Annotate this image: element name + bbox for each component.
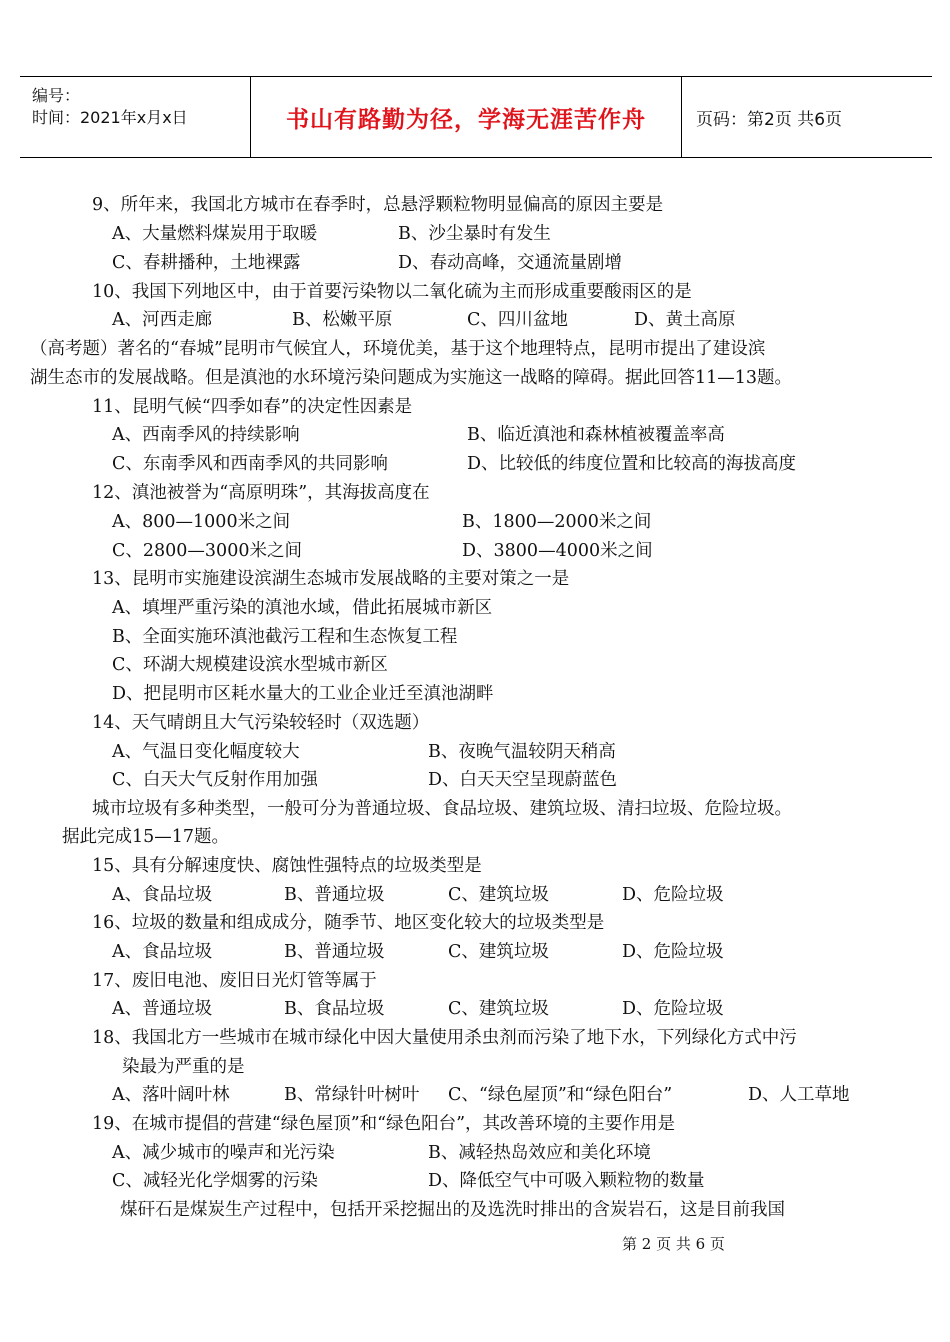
page-footer: 第 2 页 共 6 页	[622, 1235, 725, 1253]
option: C、2800—3000米之间	[112, 541, 302, 561]
option: D、降低空气中可吸入颗粒物的数量	[428, 1171, 705, 1191]
option: C、建筑垃圾	[448, 999, 549, 1019]
passage-line: 煤矸石是煤炭生产过程中，包括开采挖掘出的及选洗时排出的含炭岩石，这是目前我国	[120, 1200, 785, 1220]
question-stem: 16、垃圾的数量和组成成分，随季节、地区变化较大的垃圾类型是	[92, 913, 605, 933]
passage-line: 城市垃圾有多种类型，一般可分为普通垃圾、食品垃圾、建筑垃圾、清扫垃圾、危险垃圾。	[92, 799, 792, 819]
option: C、“绿色屋顶”和“绿色阳台”	[448, 1085, 673, 1105]
question-stem-continued: 染最为严重的是	[122, 1057, 245, 1077]
option: A、填埋严重污染的滇池水域，借此拓展城市新区	[112, 598, 493, 618]
option: B、松嫩平原	[292, 310, 393, 330]
question-stem: 13、昆明市实施建设滨湖生态城市发展战略的主要对策之一是	[92, 569, 570, 589]
option: D、3800—4000米之间	[462, 541, 653, 561]
option: A、河西走廊	[112, 310, 213, 330]
option: A、气温日变化幅度较大	[112, 742, 300, 762]
option: D、春动高峰，交通流量剧增	[398, 253, 623, 273]
option: C、减轻光化学烟雾的污染	[112, 1171, 318, 1191]
option: B、食品垃圾	[284, 999, 385, 1019]
option: C、四川盆地	[467, 310, 568, 330]
option: C、春耕播种，土地裸露	[112, 253, 301, 273]
question-stem: 17、废旧电池、废旧日光灯管等属于	[92, 971, 377, 991]
question-stem: 19、在城市提倡的营建“绿色屋顶”和“绿色阳台”，其改善环境的主要作用是	[92, 1114, 676, 1134]
option: D、白天天空呈现蔚蓝色	[428, 770, 618, 790]
header-info-cell	[20, 77, 251, 157]
motto: 书山有路勤为径，学海无涯苦作舟	[251, 77, 682, 157]
option: A、普通垃圾	[112, 999, 213, 1019]
passage-line: 据此完成15—17题。	[62, 827, 230, 847]
question-stem: 11、昆明气候“四季如春”的决定性因素是	[92, 397, 413, 417]
option: C、建筑垃圾	[448, 942, 549, 962]
option: D、人工草地	[748, 1085, 850, 1105]
question-stem: 14、天气晴朗且大气污染较轻时（双选题）	[92, 713, 430, 733]
option: A、减少城市的噪声和光污染	[112, 1143, 335, 1163]
question-stem: 12、滇池被誉为“高原明珠”，其海拔高度在	[92, 483, 430, 503]
option: B、全面实施环滇池截污工程和生态恢复工程	[112, 627, 458, 647]
option: B、夜晚气温较阴天稍高	[428, 742, 616, 762]
page-header	[20, 76, 932, 158]
option: C、白天大气反射作用加强	[112, 770, 318, 790]
question-stem: 10、我国下列地区中，由于首要污染物以二氧化硫为主而形成重要酸雨区的是	[92, 282, 692, 302]
option: D、危险垃圾	[622, 885, 724, 905]
option: B、1800—2000米之间	[462, 512, 652, 532]
option: A、800—1000米之间	[112, 512, 291, 532]
question-stem: 15、具有分解速度快、腐蚀性强特点的垃圾类型是	[92, 856, 482, 876]
option: C、环湖大规模建设滨水型城市新区	[112, 655, 388, 675]
option: B、减轻热岛效应和美化环境	[428, 1143, 651, 1163]
passage-line: （高考题）著名的“春城”昆明市气候宜人，环境优美，基于这个地理特点，昆明市提出了建设滨	[30, 339, 766, 359]
number-label: 编号：	[32, 86, 81, 105]
option: B、沙尘暴时有发生	[398, 224, 551, 244]
page-info: 页码：第2页 共6页	[696, 109, 843, 130]
passage-line: 湖生态市的发展战略。但是滇池的水环境污染问题成为实施这一战略的障碍。据此回答11—13题。	[30, 368, 793, 388]
option: D、危险垃圾	[622, 942, 724, 962]
option: D、把昆明市区耗水量大的工业企业迁至滇池湖畔	[112, 684, 494, 704]
option: A、食品垃圾	[112, 885, 213, 905]
option: B、常绿针叶树叶	[284, 1085, 420, 1105]
option: C、东南季风和西南季风的共同影响	[112, 454, 388, 474]
option: B、临近滇池和森林植被覆盖率高	[467, 425, 725, 445]
option: A、落叶阔叶林	[112, 1085, 230, 1105]
option: A、大量燃料煤炭用于取暖	[112, 224, 318, 244]
option: A、西南季风的持续影响	[112, 425, 300, 445]
option: B、普通垃圾	[284, 942, 385, 962]
question-stem: 18、我国北方一些城市在城市绿化中因大量使用杀虫剂而污染了地下水，下列绿化方式中污	[92, 1028, 797, 1048]
option: A、食品垃圾	[112, 942, 213, 962]
option: D、黄土高原	[634, 310, 736, 330]
option: B、普通垃圾	[284, 885, 385, 905]
option: D、比较低的纬度位置和比较高的海拔高度	[467, 454, 797, 474]
question-stem: 9、所年来，我国北方城市在春季时，总悬浮颗粒物明显偏高的原因主要是	[92, 195, 664, 215]
option: C、建筑垃圾	[448, 885, 549, 905]
time-label: 时间：2021年x月x日	[32, 108, 188, 127]
option: D、危险垃圾	[622, 999, 724, 1019]
